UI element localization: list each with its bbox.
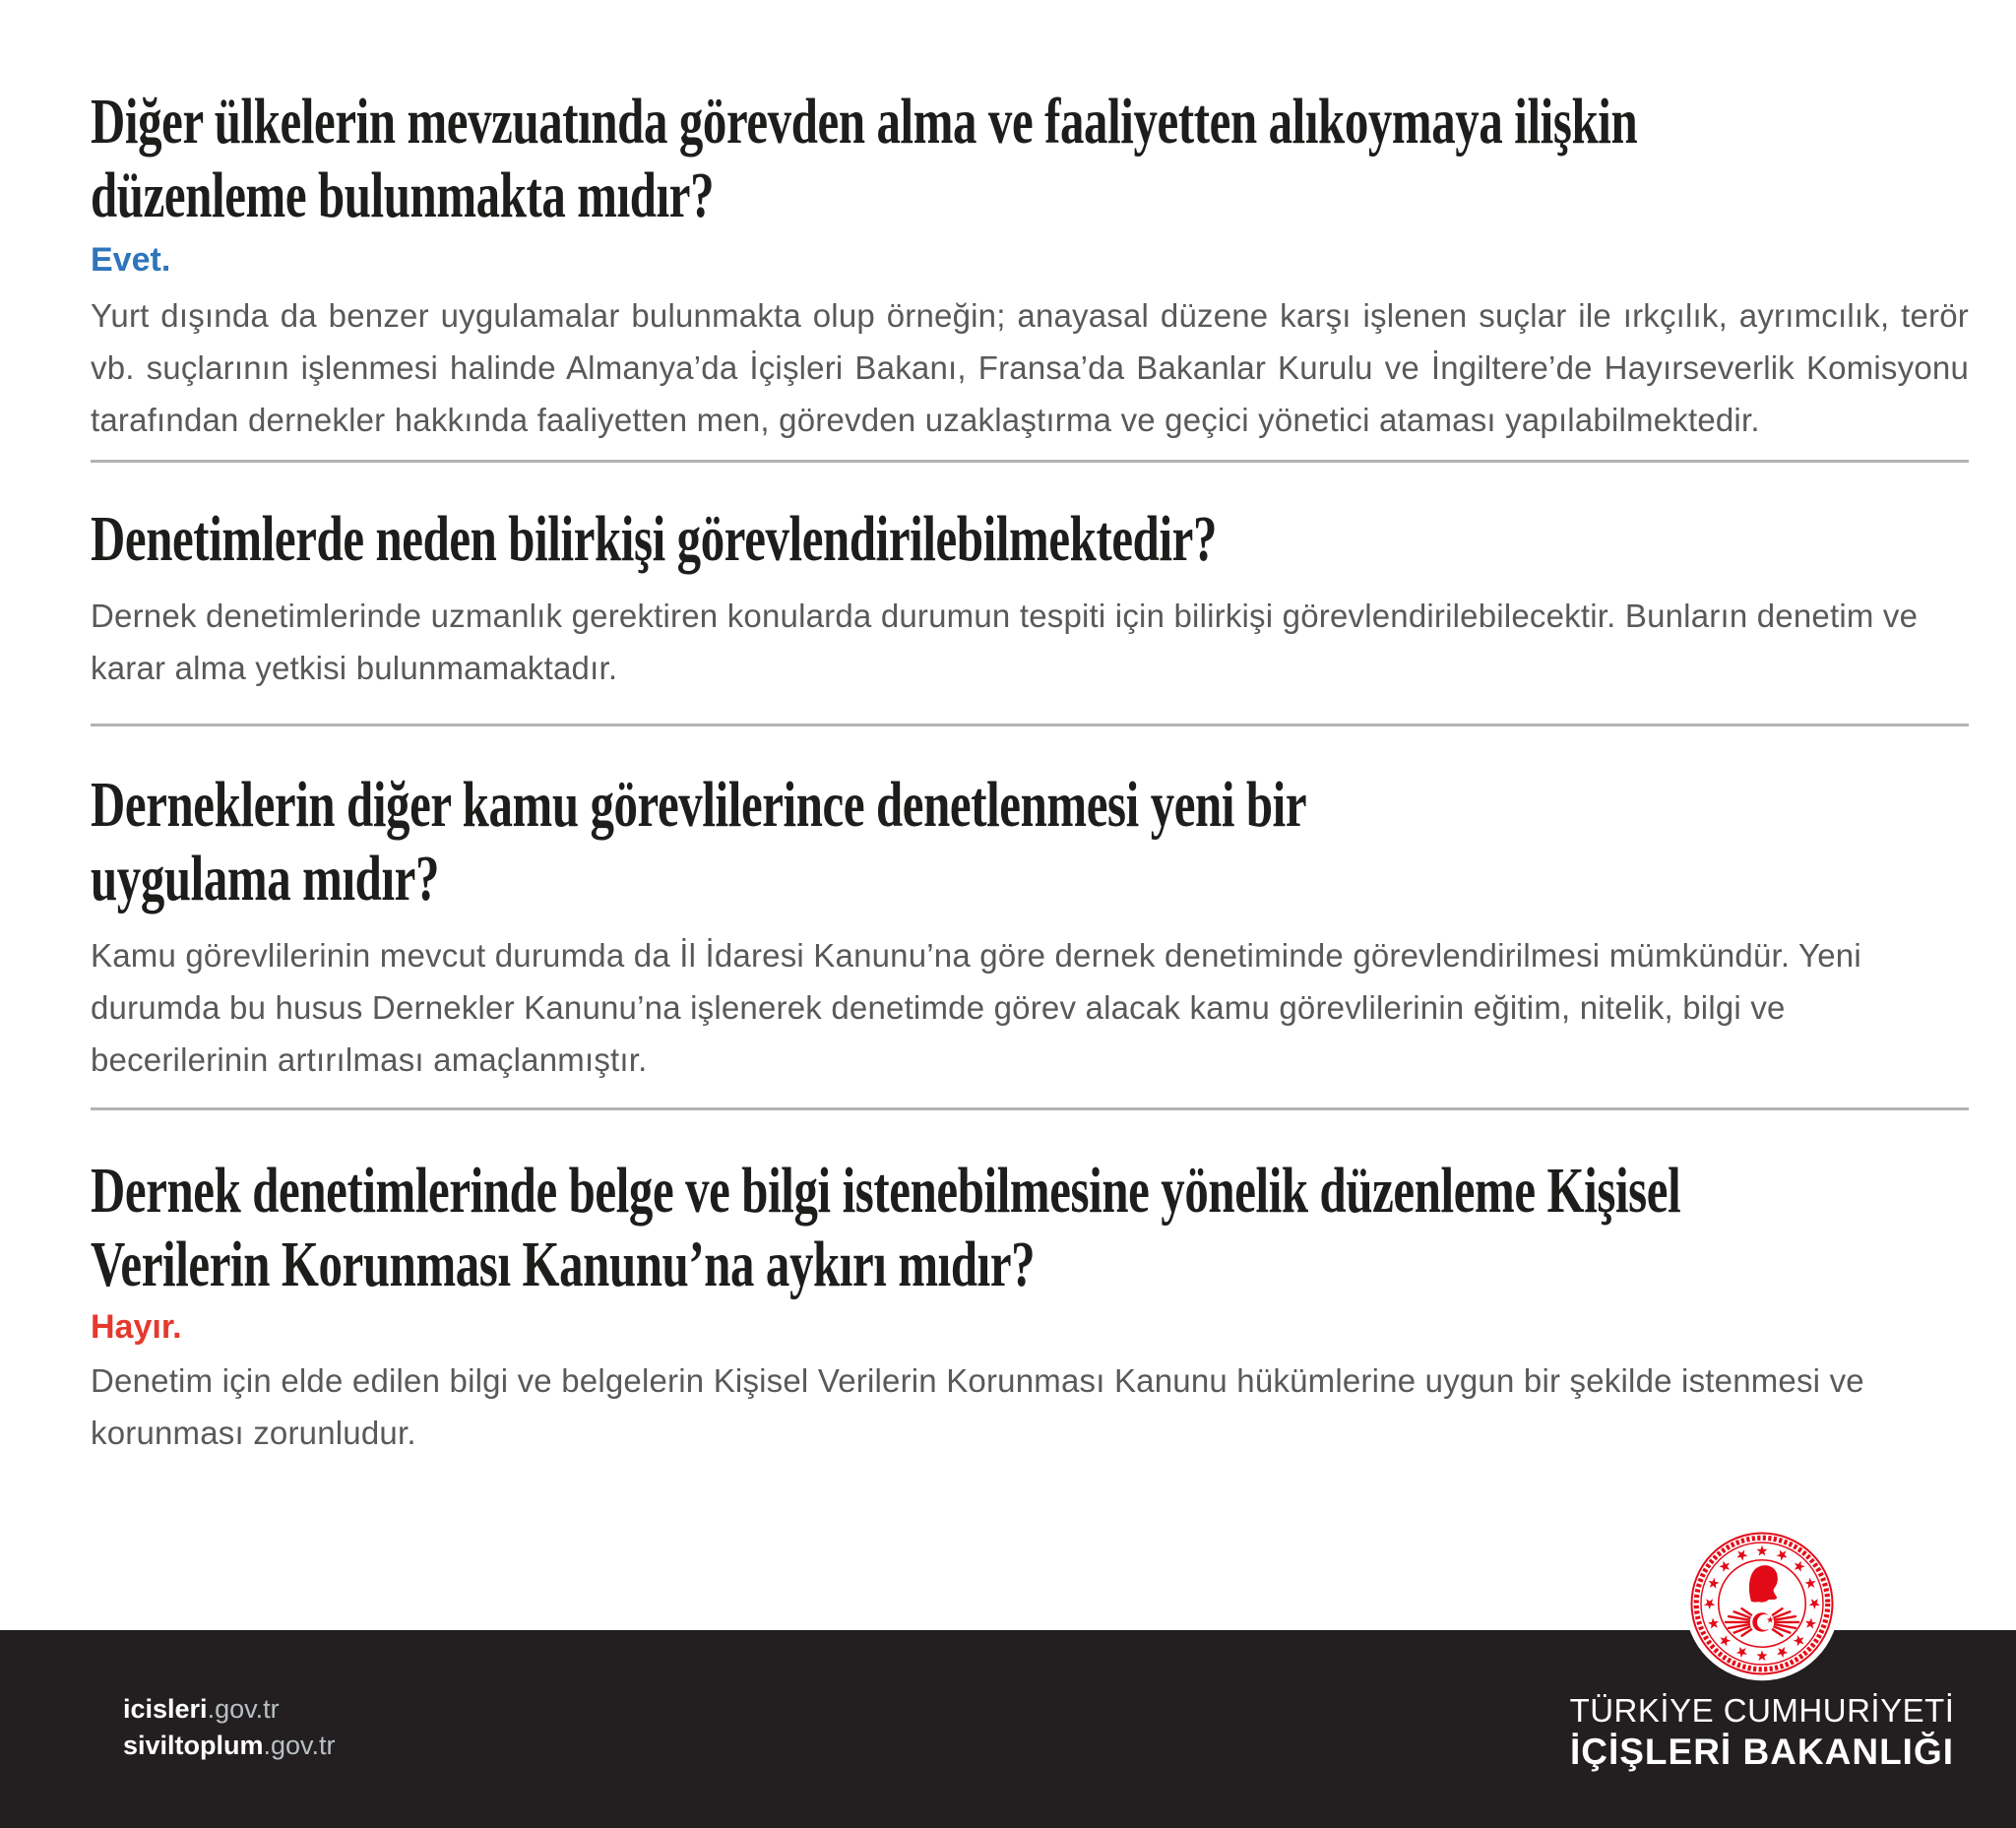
answer-paragraph-1: Yurt dışında da benzer uygulamalar bulunmakta olup örneğin; anayasal düzene karşı işlenen suçlar ile ırkçılık, ayrımcılık, terör vb. suçlarının işlenmesi halinde Almanya’da İçişleri Bakanı, Fransa’da Bakanlar Kurulu ve İngiltere’de Hayırseverlik Komisyonu tarafından dernekler hakkında faaliyetten men, görevden uzaklaştırma ve geçici yönetici ataması yapılabilmektedir. bbox=[91, 297, 1969, 438]
answer-paragraph-3: Kamu görevlilerinin mevcut durumda da İl İdaresi Kanunu’na göre dernek denetiminde görevlendirilmesi mümkündür. Yeni durumda bu husus Dernekler Kanunu’na işlenerek denetimde görev alacak kamu görevlilerinin eğitim, nitelik, bilgi ve becerilerinin artırılması amaçlanmıştır. bbox=[91, 937, 1861, 1078]
question-heading-4-line-1: Dernek denetimlerinde belge ve bilgi istenebilmesine yönelik düzenleme Kişisel bbox=[91, 1155, 1681, 1227]
faq-section-2 bbox=[91, 502, 1969, 694]
question-heading-3-line-2: uygulama mıdır? bbox=[91, 843, 440, 914]
question-heading-4 bbox=[91, 1154, 1969, 1301]
question-heading-1-line-2: düzenleme bulunmakta mıdır? bbox=[91, 159, 715, 231]
footer-link-icisleri[interactable] bbox=[123, 1691, 336, 1728]
question-heading-3 bbox=[91, 768, 1969, 915]
footer-link-icisleri-rest: .gov.tr bbox=[207, 1694, 280, 1724]
ministry-name-line-2: İÇİŞLERİ BAKANLIĞI bbox=[1569, 1732, 1955, 1772]
question-heading-2-line-1: Denetimlerde neden bilirkişi görevlendirilebilmektedir? bbox=[91, 503, 1218, 575]
footer-links bbox=[123, 1691, 336, 1764]
answer-label-no: Hayır. bbox=[91, 1308, 182, 1346]
tc-icisleri-bakanligi-emblem-icon bbox=[1684, 1526, 1840, 1681]
footer-link-siviltoplum[interactable] bbox=[123, 1728, 336, 1764]
section-divider-2 bbox=[91, 724, 1969, 726]
answer-paragraph-4: Denetim için elde edilen bilgi ve belgelerin Kişisel Verilerin Korunması Kanunu hükümlerine uygun bir şekilde istenmesi ve korunması zorunludur. bbox=[91, 1362, 1864, 1451]
question-heading-1-line-1: Diğer ülkelerin mevzuatında görevden alma ve faaliyetten alıkoymaya ilişkin bbox=[91, 86, 1638, 158]
footer-link-icisleri-bold: icisleri bbox=[123, 1694, 208, 1724]
ministry-name-line-1: TÜRKİYE CUMHURİYETİ bbox=[1569, 1692, 1955, 1729]
question-heading-3-line-1: Derneklerin diğer kamu görevlilerince denetlenmesi yeni bir bbox=[91, 769, 1307, 841]
footer-link-siviltoplum-bold: siviltoplum bbox=[123, 1731, 264, 1760]
section-divider-3 bbox=[91, 1107, 1969, 1110]
faq-section-1 bbox=[91, 85, 1969, 446]
question-heading-2 bbox=[91, 502, 1969, 576]
faq-section-3 bbox=[91, 768, 1969, 1086]
question-heading-1 bbox=[91, 85, 1969, 232]
answer-paragraph-2: Dernek denetimlerinde uzmanlık gerektiren konularda durumun tespiti için bilirkişi görevlendirilebilecektir. Bunların denetim ve karar alma yetkisi bulunmamaktadır. bbox=[91, 598, 1919, 686]
footer-link-siviltoplum-rest: .gov.tr bbox=[263, 1731, 336, 1760]
section-divider-1 bbox=[91, 460, 1969, 463]
question-heading-4-line-2: Verilerin Korunması Kanunu’na aykırı mıdır? bbox=[91, 1229, 1036, 1300]
ministry-name bbox=[1570, 1691, 1955, 1774]
answer-label-yes: Evet. bbox=[91, 241, 171, 279]
faq-section-4 bbox=[91, 1154, 1969, 1459]
